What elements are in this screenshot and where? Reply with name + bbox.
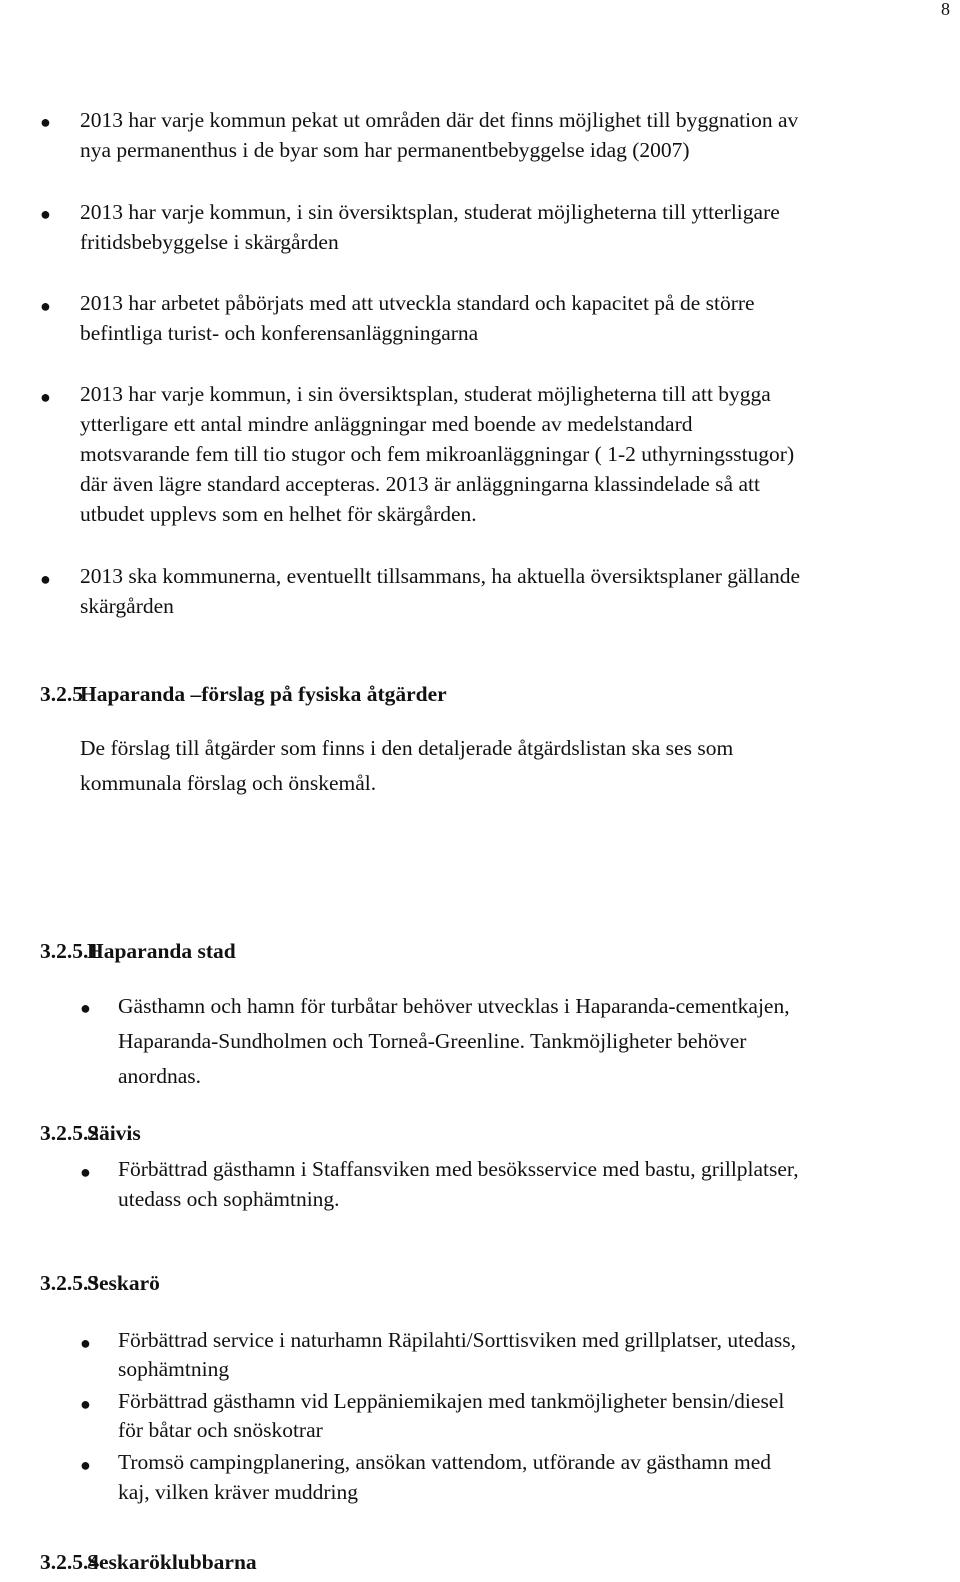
list-item-line: 2013 har varje kommun pekat ut områden där det finns möjlighet till byggnation av: [80, 108, 799, 132]
section-title: Säivis: [87, 1121, 141, 1145]
list-item-line: nya permanenthus i de byar som har permanentbebyggelse idag (2007): [80, 138, 690, 162]
page-number: 8: [941, 0, 950, 19]
list-item-line: Tromsö campingplanering, ansökan vattendom, utförande av gästhamn med: [118, 1450, 772, 1474]
list-item-line: kaj, vilken kräver muddring: [118, 1480, 359, 1504]
list-item-line: Gästhamn och hamn för turbåtar behöver utvecklas i Haparanda-cementkajen,: [118, 994, 790, 1018]
list-item-line: Haparanda-Sundholmen och Torneå-Greenline. Tankmöjligheter behöver: [118, 1029, 747, 1053]
paragraph-line: kommunala förslag och önskemål.: [80, 771, 377, 795]
section-title: Haparanda stad: [87, 939, 236, 963]
section-heading: [40, 679, 83, 709]
list-item-line: 2013 har arbetet påbörjats med att utveckla standard och kapacitet på de större: [80, 291, 755, 315]
section-number: 3.2.5.2: [40, 1121, 100, 1145]
bullet-icon: ●: [80, 1455, 91, 1475]
section-number: 3.2.5.1: [40, 939, 100, 963]
bullet-icon: ●: [80, 1394, 91, 1414]
list-item-line: sophämtning: [118, 1357, 230, 1381]
section-number: 3.2.5.3: [40, 1271, 100, 1295]
list-item-line: 2013 har varje kommun, i sin översiktsplan, studerat möjligheterna till ytterligare: [80, 200, 780, 224]
bullet-icon: ●: [40, 387, 51, 407]
list-item-line: Förbättrad gästhamn vid Leppäniemikajen med tankmöjligheter bensin/diesel: [118, 1389, 785, 1413]
bullet-icon: ●: [40, 569, 51, 589]
list-item-line: för båtar och snöskotrar: [118, 1418, 323, 1442]
section-number: 3.2.5: [40, 682, 83, 706]
list-item-line: Förbättrad service i naturhamn Räpilahti/Sorttisviken med grillplatser, utedass,: [118, 1328, 797, 1352]
section-title: Haparanda –förslag på fysiska åtgärder: [80, 682, 447, 706]
list-item-line: motsvarande fem till tio stugor och fem mikroanläggningar ( 1-2 uthyrningsstugor): [80, 442, 795, 466]
bullet-icon: ●: [40, 296, 51, 316]
section-title: Seskaröklubbarna: [87, 1550, 257, 1574]
section-number: 3.2.5.4: [40, 1550, 100, 1574]
section-title: Seskarö: [87, 1271, 160, 1295]
list-item-line: fritidsbebyggelse i skärgården: [80, 230, 339, 254]
list-item-line: där även lägre standard accepteras. 2013 är anläggningarna klassindelade så att: [80, 472, 760, 496]
list-item-line: 2013 ska kommunerna, eventuellt tillsammans, ha aktuella översiktsplaner gällande: [80, 564, 801, 588]
bullet-icon: ●: [80, 1162, 91, 1182]
list-item-line: utedass och sophämtning.: [118, 1187, 340, 1211]
list-item-line: anordnas.: [118, 1064, 201, 1088]
list-item-line: Förbättrad gästhamn i Staffansviken med besöksservice med bastu, grillplatser,: [118, 1157, 799, 1181]
bullet-icon: ●: [80, 1333, 91, 1353]
bullet-icon: ●: [80, 998, 91, 1018]
list-item-line: 2013 har varje kommun, i sin översiktsplan, studerat möjligheterna till att bygga: [80, 382, 771, 406]
bullet-icon: ●: [40, 112, 51, 132]
paragraph-line: De förslag till åtgärder som finns i den detaljerade åtgärdslistan ska ses som: [80, 736, 734, 760]
list-item-line: ytterligare ett antal mindre anläggningar med boende av medelstandard: [80, 412, 693, 436]
list-item-line: utbudet upplevs som en helhet för skärgården.: [80, 502, 477, 526]
list-item-line: befintliga turist- och konferensanläggningarna: [80, 321, 479, 345]
bullet-icon: ●: [40, 204, 51, 224]
list-item-line: skärgården: [80, 594, 174, 618]
